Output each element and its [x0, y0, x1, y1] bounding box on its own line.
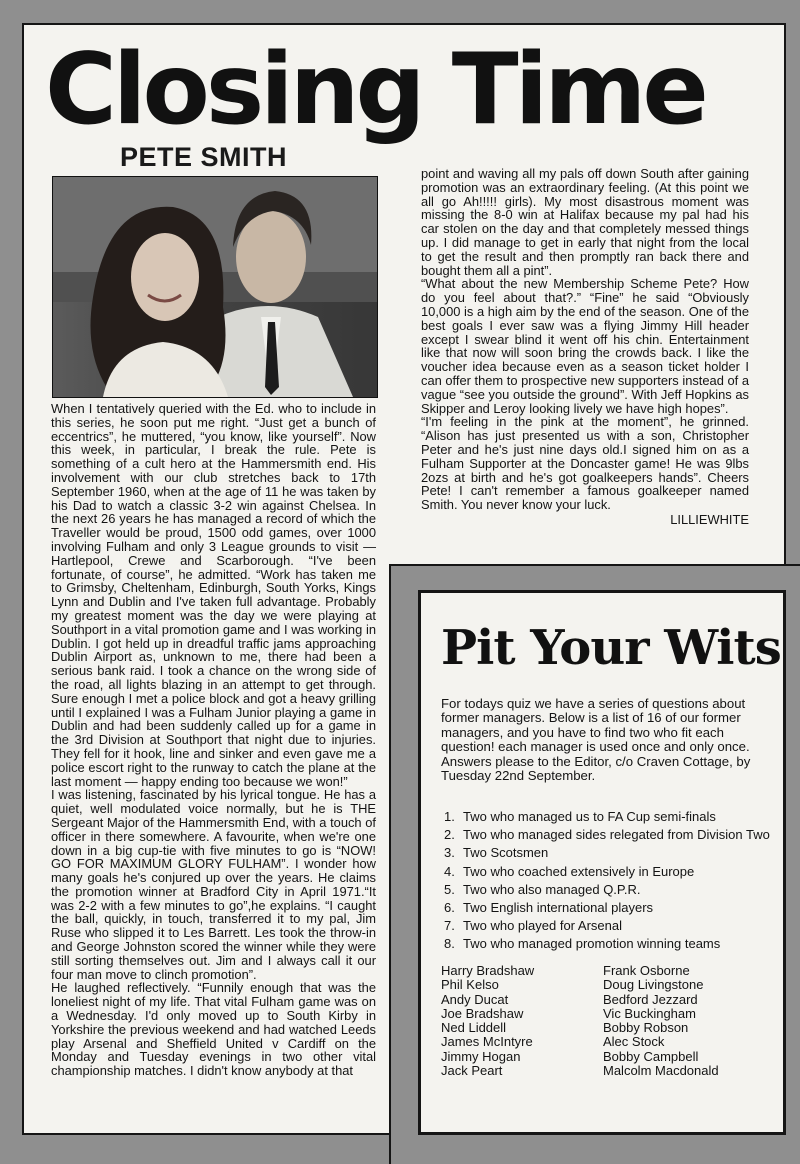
article-photo: [52, 176, 378, 398]
question-text: Two who managed us to FA Cup semi-finals: [463, 809, 716, 824]
manager-name: Frank Osborne: [603, 963, 690, 978]
manager-name: Phil Kelso: [441, 977, 499, 993]
quiz-question: [441, 864, 771, 879]
manager-name: Doug Livingstone: [603, 977, 704, 993]
article-column-right: [421, 167, 749, 527]
quiz-question: [441, 845, 771, 860]
question-text: Two English international players: [463, 899, 654, 915]
question-number: 3.: [444, 845, 455, 861]
quiz-question: [441, 882, 771, 897]
couple-photo-illustration: [53, 177, 377, 397]
article-signoff: LILLIEWHITE: [670, 511, 749, 527]
article-byline: PETE SMITH: [120, 142, 288, 172]
quiz-question: [441, 936, 771, 951]
manager-name: Joe Bradshaw: [441, 1005, 524, 1021]
manager-name: Malcolm Macdonald: [603, 1063, 719, 1079]
question-text: Two who coached extensively in Europe: [463, 863, 695, 879]
manager-name: Jimmy Hogan: [441, 1048, 521, 1064]
article-column-left: [51, 402, 376, 1078]
question-text: Two who also managed Q.P.R.: [463, 881, 641, 897]
question-number: 7.: [444, 918, 455, 934]
quiz-intro: For todays quiz we have a series of questions about former managers. Below is a list of 16 of our former managers, and you have to find two who fit each question! each manager is used once and only once. Answers please to the Editor, c/o Craven Cottage, by Tuesday 22nd September.: [441, 696, 751, 784]
quiz-question: [441, 900, 771, 915]
question-number: 1.: [444, 809, 455, 824]
question-number: 2.: [444, 827, 455, 843]
quiz-question-list: [441, 809, 771, 955]
article-paragraph: He laughed reflectively. “Funnily enough that was the loneliest night of my life. That vital Fulham game was on a Wednesday. I'd only moved up to South Kirby in Yorkshire the previous weekend and had watched Leeds play Arsenal and Sheffield United v Cardiff on the Monday and Tuesday evenings in two other vital championship matches. I didn't know anybody at that: [51, 980, 376, 1079]
question-number: 5.: [444, 881, 455, 897]
manager-name: Harry Bradshaw: [441, 963, 535, 978]
quiz-question: [441, 918, 771, 933]
article-paragraph: When I tentatively queried with the Ed. who to include in this series, he soon put me right. “Just get a bunch of eccentrics”, he muttered, “you know, like yourself”. Now this week, in particular, I break the rule. Pete is something of a cult hero at the Hammersmith end. His involvement with our club stretches back to 17th September 1960, when at the age of 11 he was taken by his Dad to watch a classic 3-2 win against Chelsea. In the next 26 years he has managed a record of which the Traveller would be proud, 1500 odd games, over 1000 involving Fulham and only 3 League grounds to visit — Hartlepool, Crewe and Scarborough. “I've been fortunate, of course”, he admitted. “Work has taken me to Grimsby, Cheltenham, Edinburgh, South Yorks, Kings Lynn and Dublin and I've taken full advantage. Probably my greatest moment was the day we were playing at Southport in a vital promotion game and I was working in Dublin. I got held up in dreadful traffic jams approaching Dublin Airport as, unknown to me, there had been a serious bank raid. I took a chance on the wrong side of the road, all lights blazing in an attempt to get through. Sure enough I met a police block and got a heavy grilling until I explained I was a Fulham Junior playing a game in Dublin and had been suddenly called up for a game in the 3rd Division at Southport that night due to injuries. They fell for it hook, line and sinker and even gave me a police escort right to the runway to catch the plane at the last moment — happy ending too because we won!”: [51, 401, 376, 789]
question-number: 8.: [444, 936, 455, 952]
manager-list-right: [603, 964, 719, 1078]
manager-name: James McIntyre: [441, 1034, 533, 1050]
manager-list-left: [441, 964, 534, 1078]
question-text: Two Scotsmen: [463, 845, 549, 861]
question-text: Two who managed promotion winning teams: [463, 936, 721, 952]
question-number: 6.: [444, 899, 455, 915]
quiz-question: [441, 827, 771, 842]
manager-name: Jack Peart: [441, 1063, 503, 1079]
manager-name: Bobby Campbell: [603, 1048, 699, 1064]
manager-name: Andy Ducat: [441, 991, 509, 1007]
quiz-title: Pit Your Wits: [441, 620, 781, 676]
article-paragraph: “I'm feeling in the pink at the moment”, he grinned. “Alison has just presented us with a son, Christopher Peter and he's just nine days old.I signed him on as a Fulham Supporter at the Doncaster game! He was 9lbs 2ozs at birth and he's got goalkeepers hands”. Cheers Pete! I can't remember a famous goalkeeper named Smith. You never know your luck.: [421, 414, 749, 513]
manager-name: Bobby Robson: [603, 1020, 689, 1036]
manager-name: Alec Stock: [603, 1034, 665, 1050]
quiz-question: [441, 809, 771, 824]
manager-name: Ned Liddell: [441, 1020, 507, 1036]
article-paragraph: point and waving all my pals off down South after gaining promotion was an extraordinary feeling. (At this point we all go Ah!!!!! girls). My most disastrous moment was missing the 8-0 win at Halifax because my pal had his car stolen on the day and that completely messed things up. I did manage to get in early that night from the local to get the result and then promptly ran back there and bought them all a pint”.: [421, 166, 749, 278]
manager-name: Bedford Jezzard: [603, 991, 698, 1007]
article-paragraph: I was listening, fascinated by his lyrical tongue. He has a quiet, well modulated voice normally, but he is THE Sergeant Major of the Hammersmith End, with a touch of officer in there somewhere. A favourite, when we're one down in a big cup-tie with five minutes to go is “NOW! GO FOR MAXIMUM GLORY FULHAM”. I wonder how many goals he's conjured up over the years. He claims the promotion winner at Bradford City in April 1971.“It was 2-2 with a few minutes to go”,he explains. “I caught the ball, quickly, in touch, transferred it to my pal, Jim Ruse who slipped it to Les Barrett. Les took the throw-in and George Johnston scored the winner while they were still sorting themselves out. Jim and I always call it our four man move to clinch promotion”.: [51, 787, 376, 982]
manager-name: Vic Buckingham: [603, 1005, 696, 1021]
article-title: Closing Time: [45, 33, 705, 147]
question-text: Two who managed sides relegated from Division Two: [463, 827, 770, 843]
question-text: Two who played for Arsenal: [463, 918, 622, 934]
question-number: 4.: [444, 863, 455, 879]
article-paragraph: “What about the new Membership Scheme Pete? How do you feel about that?.” “Fine” he said “Obviously 10,000 is a high aim by the end of the season. One of the best goals I ever saw was a flying Jimmy Hill header except I swear blind it went off his chin. Entertainment like that now will soon bring the crowds back. I like the voucher idea because even as a season ticket holder I can offer them to prospective new supporters instead of a vague “see you outside the ground”. With Jeff Hopkins as Skipper and Leroy looking lively we have high hopes”.: [421, 276, 749, 416]
